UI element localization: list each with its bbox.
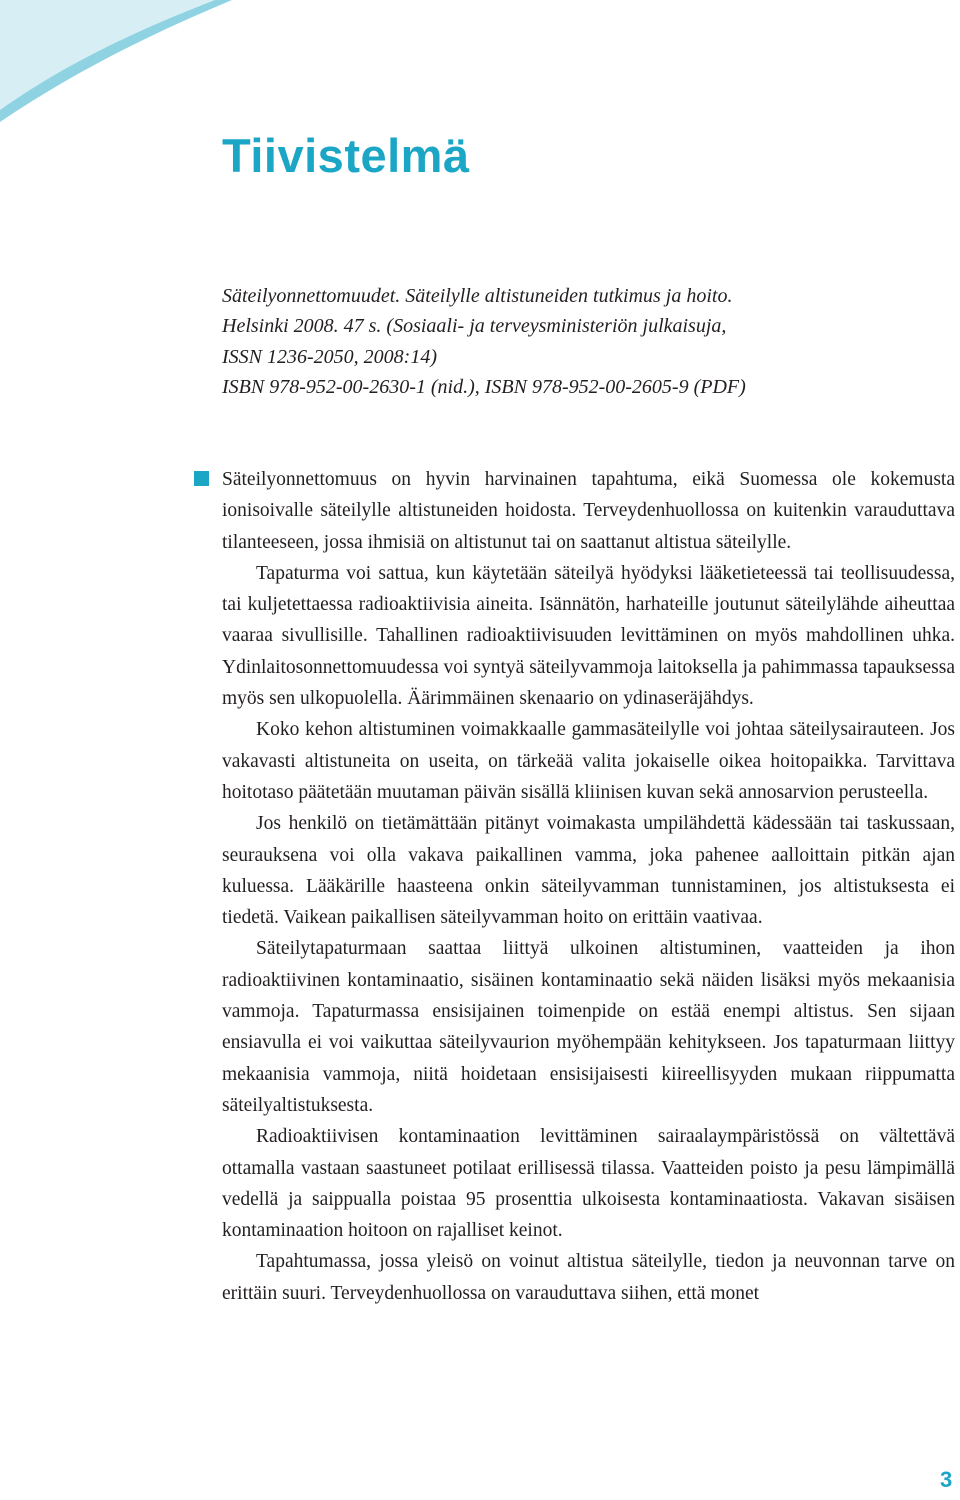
paragraph: Säteilyonnettomuus on hyvin harvinainen tapahtuma, eikä Suomessa ole kokemusta ionisoivalle säteilylle altistuneiden hoidosta. Terveydenhuollossa on kuitenkin varauduttava tilanteeseen, jossa ihmisiä on altistunut tai on saattanut altistua säteilylle.	[222, 469, 955, 553]
citation-line: ISBN 978-952-00-2630-1 (nid.), ISBN 978-952-00-2605-9 (PDF)	[222, 375, 746, 398]
page-title: Tiivistelmä	[222, 129, 470, 182]
paragraph: Tapahtumassa, jossa yleisö on voinut altistua säteilylle, tiedon ja neuvonnan tarve on erittäin suuri. Terveydenhuollossa on varauduttava siihen, että monet	[222, 1251, 955, 1304]
summary-body	[222, 464, 955, 1309]
citation-line: ISSN 1236-2050, 2008:14)	[222, 345, 437, 368]
paragraph: Säteilytapaturmaan saattaa liittyä ulkoinen altistuminen, vaatteiden ja ihon radioaktiivinen kontaminaatio, sisäinen kontaminaatio sekä näiden lisäksi myös mekaanisia vammoja. Tapaturmassa ensisijainen toimenpide on estää enempi altistus. Sen sijaan ensiavulla ei voi vaikuttaa säteilyvaurion myöhempään kehitykseen. Jos tapaturmaan liittyy mekaanisia vammoja, niitä hoidetaan ensisijaisesti kiireellisyyden mukaan riippumatta säteilyaltistuksesta.	[222, 938, 955, 1116]
page-number: 3	[940, 1467, 953, 1492]
paragraph: Tapaturma voi sattua, kun käytetään säteilyä hyödyksi lääketieteessä tai teollisuudessa, tai kuljetettaessa radioaktiivisia aineita. Isännätön, harhateille joutunut säteilylähde aiheuttaa vaaraa sivullisille. Tahallinen radioaktiivisuuden levittäminen on myös mahdollinen uhka. Ydinlaitosonnettomuudessa voi syntyä säteilyvammoja laitoksella ja pahimmassa tapauksessa myös sen ulkopuolella. Äärimmäinen skenaario on ydinaseräjähdys.	[222, 562, 955, 710]
paragraph: Koko kehon altistuminen voimakkaalle gammasäteilylle voi johtaa säteilysairauteen. Jos vakavasti altistuneita on useita, on tärkeää valita jokaiselle oikea hoitopaikka. Tarvittava hoitotaso päätetään muutaman päivän sisällä kliinisen kuvan sekä annosarvion perusteella.	[222, 719, 955, 803]
paragraph: Jos henkilö on tietämättään pitänyt voimakasta umpilähdettä kädessään tai taskussaan, seurauksena voi olla vakava paikallinen vamma, joka pahenee aalloittain pitkän ajan kuluessa. Lääkärille haasteena onkin säteilyvamman tunnistaminen, jos altistuksesta ei tiedetä. Vaikean paikallisen säteilyvamman hoito on erittäin vaativaa.	[222, 813, 955, 929]
section-marker-square	[194, 471, 209, 486]
decorative-corner-band	[0, 0, 960, 140]
bibliographic-citation	[222, 281, 922, 402]
citation-line: Säteilyonnettomuudet. Säteilylle altistuneiden tutkimus ja hoito.	[222, 285, 733, 307]
paragraph: Radioaktiivisen kontaminaation levittäminen sairaalaympäristössä on vältettävä ottamalla vastaan saastuneet potilaat erillisessä tilassa. Vaatteiden poisto ja pesu lämpimällä vedellä ja saippualla poistaa 95 prosenttia ulkoisesta kontaminaatiosta. Vakavan sisäisen kontaminaation hoitoon on rajalliset keinot.	[222, 1126, 955, 1242]
citation-line: Helsinki 2008. 47 s. (Sosiaali- ja terveysministeriön julkaisuja,	[222, 315, 727, 338]
